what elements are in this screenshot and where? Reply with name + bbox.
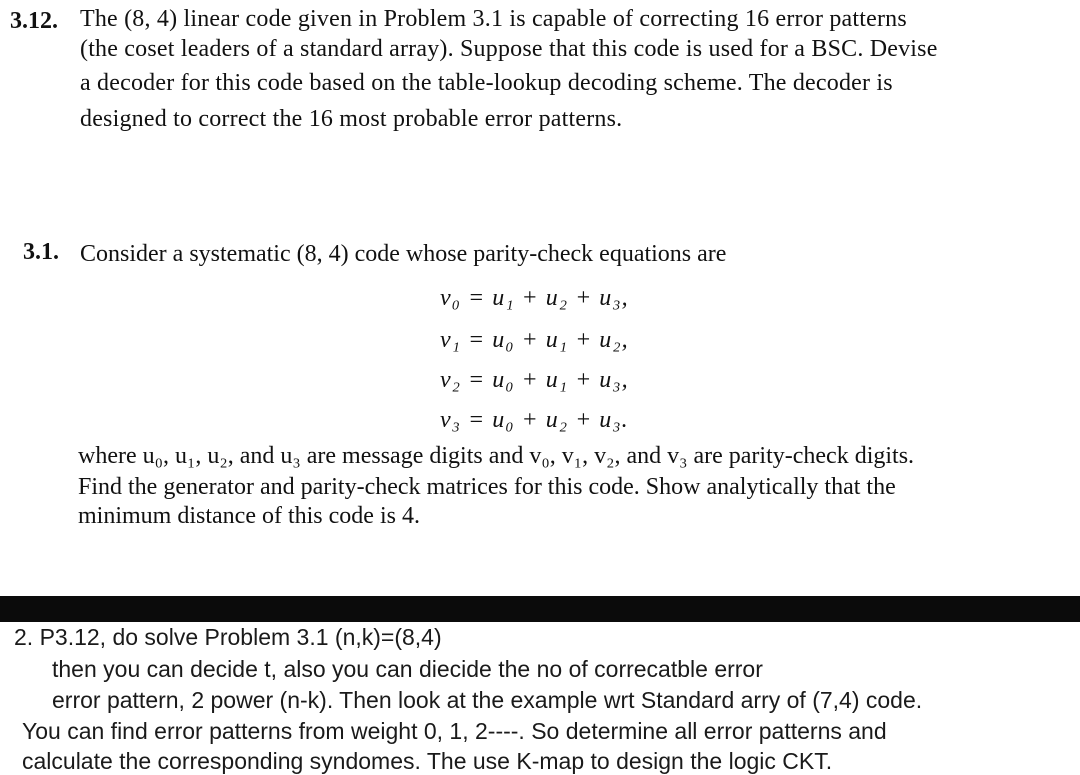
problem-text-line: Find the generator and parity-check matrices for this code. Show analytically that the xyxy=(78,474,896,500)
problem-text-line: designed to correct the 16 most probable error patterns. xyxy=(80,106,623,132)
problem-3-12 xyxy=(0,0,1080,150)
problem-text-line: minimum distance of this code is 4. xyxy=(78,503,420,529)
problem-3-1 xyxy=(0,225,1080,535)
note-line: You can find error patterns from weight 0, 1, 2----. So determine all error patterns and xyxy=(22,718,887,744)
note-line: then you can decide t, also you can diecide the no of correcatble error xyxy=(52,656,763,682)
problem-text-line: a decoder for this code based on the table-lookup decoding scheme. The decoder is xyxy=(80,70,893,96)
problem-intro: Consider a systematic (8, 4) code whose parity-check equations are xyxy=(80,241,727,267)
divider-bar xyxy=(0,596,1080,622)
problem-number: 3.1. xyxy=(23,239,59,265)
problem-text-line: where u₀, u₁, u₂, and u₃ are message digits and v₀, v₁, v₂, and v₃ are parity-check digits. xyxy=(78,443,915,469)
problem-number: 3.12. xyxy=(10,8,58,34)
equation: v₂ = u₀ + u₁ + u₃, xyxy=(440,367,629,393)
note-line: 2. P3.12, do solve Problem 3.1 (n,k)=(8,4) xyxy=(14,624,442,650)
equation: v₀ = u₁ + u₂ + u₃, xyxy=(440,285,629,311)
note-line: error pattern, 2 power (n-k). Then look at the example wrt Standard arry of (7,4) code. xyxy=(52,687,923,713)
equation: v₁ = u₀ + u₁ + u₂, xyxy=(440,327,629,353)
problem-text-line: (the coset leaders of a standard array). Suppose that this code is used for a BSC. Devise xyxy=(80,36,938,62)
problem-text-line: The (8, 4) linear code given in Problem 3.1 is capable of correcting 16 error patterns xyxy=(80,6,907,32)
note-line: calculate the corresponding syndomes. The use K-map to design the logic CKT. xyxy=(22,748,833,774)
instruction-note xyxy=(0,622,1080,775)
equation: v₃ = u₀ + u₂ + u₃. xyxy=(440,407,629,433)
